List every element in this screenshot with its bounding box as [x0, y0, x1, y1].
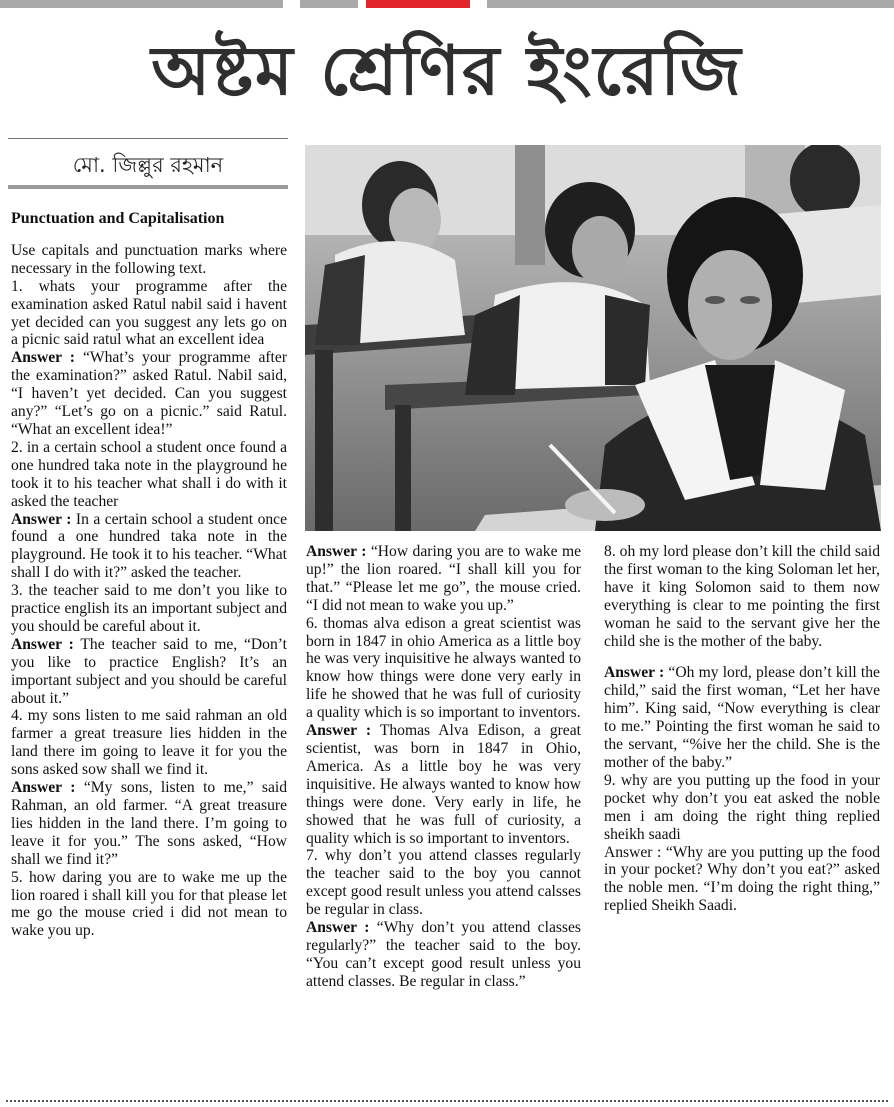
question-4: 4. my sons listen to me said rahman an old farmer a great treasure lies hidden in the land there im going to leave it for you the sons asked sow shall we find it. — [11, 707, 287, 779]
article-column-2 — [306, 543, 581, 991]
question-5: 5. how daring you are to wake me up the lion roared i shall kill you for that please let me go the mouse cried i did not mean to wake you up. — [11, 868, 287, 940]
answer-8 — [604, 664, 880, 771]
question-3: 3. the teacher said to me don’t you like to practice english its an important subject and you should be careful about it. — [11, 582, 287, 635]
answer-4 — [11, 779, 287, 869]
question-9: 9. why are you putting up the food in your pocket why don’t you eat asked the noble men i am doing the right thing replied sheikh saadi — [604, 771, 880, 843]
answer-4-text: “My sons, listen to me,” said Rahman, an old farmer. “A great treasure lies hidden in the land there. I’m going to leave it for you.” The sons asked, “How shall we find it?” — [11, 779, 288, 868]
exam-hall-photo — [305, 145, 881, 531]
answer-7-text: “Why don’t you attend classes regularly?” the teacher said to the boy. “You can’t except good result unless you attend classes. Be regular in class.” — [306, 919, 581, 990]
instruction-text: Use capitals and punctuation marks where necessary in the following text. — [11, 241, 287, 277]
question-1: 1. whats your programme after the examination asked Ratul nabil said i havent yet decided can you suggest any lets go on a picnic said ratul what an excellent idea — [11, 277, 287, 349]
answer-6 — [306, 722, 581, 847]
answer-7 — [306, 919, 581, 991]
question-7: 7. why don’t you attend classes regularly the teacher said to the boy you cannot except good result unless you attend calsses be regular in class. — [306, 847, 581, 919]
answer-3 — [11, 636, 287, 708]
answer-5-text: “How daring you are to wake me up!” the lion roared. “I shall kill you for that.” “Please let me go”, the mouse cried. “I did not mean to wake you up.” — [306, 543, 581, 614]
answer-label: Answer : — [306, 722, 372, 740]
question-6: 6. thomas alva edison a great scientist was born in 1847 in ohio America as a little boy he was very inquisitive he always wanted to know how things were done very early in life he showed that he was full of curiosity a quality which is so important to inventors. — [306, 614, 581, 722]
article-column-1 — [11, 210, 287, 940]
answer-3-text: The teacher said to me, “Don’t you like to practice English? It’s an important subject and you should be careful about it.” — [11, 635, 287, 707]
author-byline: মো. জিল্লুর রহমান — [72, 153, 224, 177]
answer-6-text: Thomas Alva Edison, a great scientist, was born in 1847 in Ohio, America. As a little boy he was very inquisitive. He always wanted to know how things were done. Very early in life, he showed that he was full of curiosity, a quality which is so important to inventors. — [306, 722, 581, 847]
answer-5 — [306, 543, 581, 615]
byline-box — [8, 138, 288, 189]
bottom-dotted-rule — [6, 1100, 888, 1102]
answer-1 — [11, 349, 287, 439]
answer-label: Answer : — [604, 843, 662, 861]
question-2: 2. in a certain school a student once found a one hundred taka note in the playground he took it to his teacher what shall i do with it asked the teacher — [11, 438, 287, 510]
top-rule-gray — [300, 0, 358, 8]
answer-label: Answer : — [11, 779, 76, 797]
answer-8-text: “Oh my lord, please don’t kill the child,” said the first woman, “Let her have him”. King said, “Now everything is clear to me.” Pointing the first woman he said to the servant, “%ive her the child. She is the mother of the baby.” — [604, 664, 880, 771]
top-rule-right — [487, 0, 894, 8]
answer-label: Answer : — [11, 349, 75, 367]
question-8: 8. oh my lord please don’t kill the child said the first woman to the king Soloman let her, have it king Solomon said to them now everything is clear to me pointing the first woman he said to the servant give her the child she is the mother of the baby. — [604, 543, 880, 650]
answer-label: Answer : — [306, 543, 367, 560]
answer-label: Answer : — [306, 919, 370, 937]
top-rule-red — [366, 0, 470, 8]
top-rule-left — [0, 0, 283, 8]
answer-2-text: In a certain school a student once found a one hundred taka note in the playground. He took it to his teacher. “What shall I do with it?” asked the teacher. — [11, 510, 288, 582]
spacer — [604, 650, 880, 664]
answer-1-text: “What’s your programme after the examination?” asked Ratul. Nabil said, “I haven’t yet decided. Can you suggest any?” “Let’s go on a picnic.” said Ratul. “What an excellent idea!” — [11, 349, 288, 438]
answer-2 — [11, 511, 287, 583]
answer-label: Answer : — [11, 635, 74, 653]
masthead-title: অষ্টম শ্রেণির ইংরেজি — [151, 32, 743, 111]
article-heading: Punctuation and Capitalisation — [11, 210, 225, 227]
article-column-3 — [604, 543, 880, 915]
answer-label: Answer : — [11, 510, 72, 528]
answer-label: Answer : — [604, 664, 665, 682]
answer-9 — [604, 844, 880, 916]
exam-hall-photo-illustration — [305, 145, 881, 531]
answer-9-text: “Why are you putting up the food in your pocket? Why don’t you eat?” asked the noble men. “I’m doing the right thing,” replied Sheikh Saadi. — [604, 843, 881, 915]
